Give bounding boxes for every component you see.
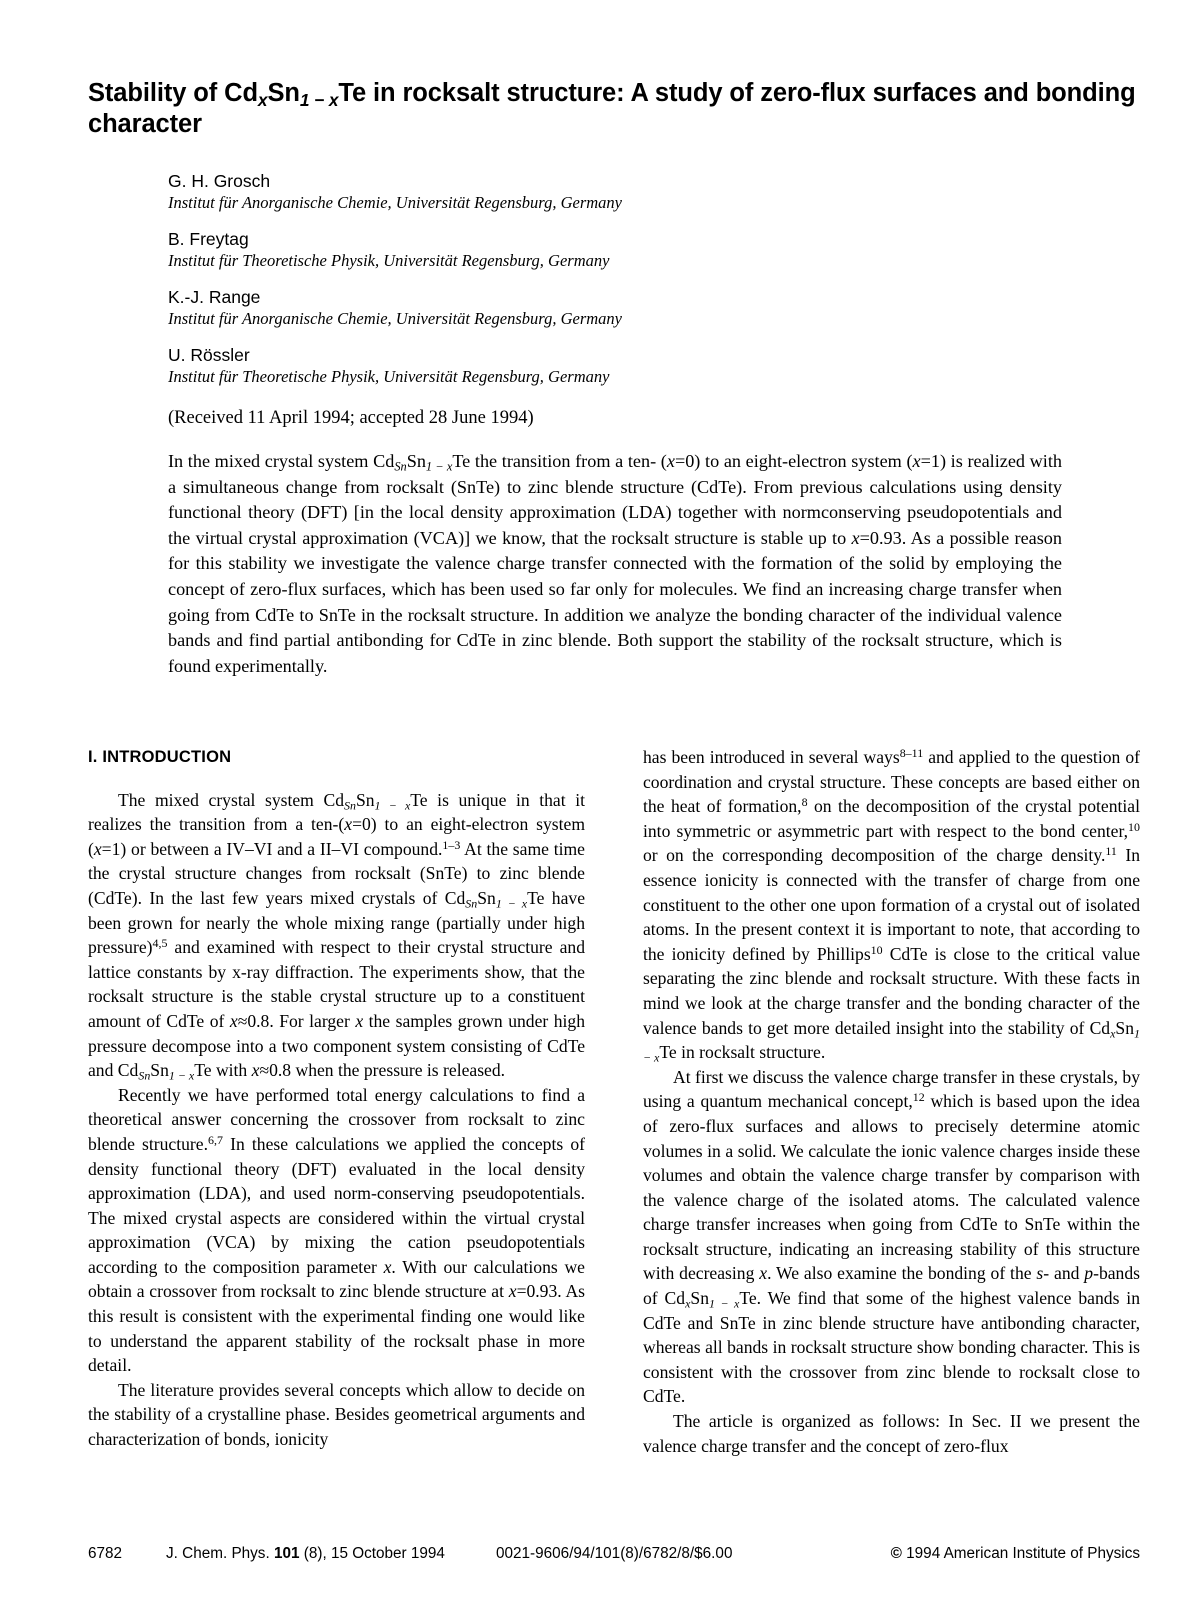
text: =0.93. As this result is consistent with the experimental finding one would like to understand the apparent stability of the rocksalt phase in more detail. [88,1281,586,1376]
footer-journal-volume: 101 [273,1545,300,1562]
var-x: x [759,1263,768,1284]
citation-ref: 4,5 [152,935,168,950]
abstract-text: Te the transition from a ten- ( [452,451,667,471]
footer-journal-citation [166,1545,496,1563]
paragraph [643,1409,1140,1458]
title-text-post: Te in rocksalt structure: A study of zero-flux surfaces [338,79,977,107]
title-text-mid: Sn [267,79,300,107]
text: Te in rocksalt structure. [659,1042,826,1063]
abstract-text: In the mixed crystal system Cd [168,451,395,471]
text: Sn [477,887,496,908]
paragraph [88,788,585,1083]
text: Te is unique in that it realizes the transition from a ten-( [88,789,585,835]
title-line-1 [88,79,977,110]
text: . We also examine the bonding of the [767,1263,1037,1284]
text: At first we discuss the valence charge transfer in these crystals, by using a quantum mechanical concept, [643,1066,1140,1112]
var-x: x [93,838,102,859]
subscript-x: Sn [344,797,356,812]
text: on the decomposition of the crystal potential into symmetric or asymmetric part with respect to the bond center, [643,796,1140,841]
page-footer [88,1545,1140,1563]
text: - and [1043,1263,1085,1284]
footer-page-number: 6782 [88,1545,123,1562]
abstract-subscript-x: Sn [394,459,407,474]
author-name: B. Freytag [168,229,249,249]
abstract-var-x: x [666,451,675,471]
footer-copyright-text: 1994 American Institute of Physics [906,1545,1140,1562]
author-list [168,170,1068,429]
text: which is based upon the idea of zero-flux surfaces and allows to precisely determine atomic volumes in a solid. We calculate the ionic valence charges inside these volumes and obtain the valence charge transfer by comparison with the valence charge of the isolated atoms. The calculated valence charge transfer increases when going from CdTe to SnTe within the rocksalt structure, indicating an increasing stability of this structure with decreasing [643,1091,1140,1284]
paragraph [88,1083,585,1378]
text: At the same time the crystal structure changes from rocksalt (SnTe) to zinc blende (CdTe). In the last few years mixed crystals of Cd [88,838,585,908]
footer-journal-issue-date: (8), 15 October 1994 [299,1545,445,1562]
subscript-x: Sn [465,896,478,911]
text: Te. We find that some of the highest valence bands in CdTe and SnTe in zinc blende structure have antibonding character, whereas all bands in rocksalt structure show bonding character. This is consistent with the crossover from zinc blende to rocksalt close to CdTe. [643,1288,1140,1407]
subscript-1mx: 1 − x [495,896,528,911]
var-x: x [344,814,353,835]
subscript-x: x [685,1296,691,1311]
var-s: s [1036,1263,1044,1284]
abstract-var-x: x [851,527,860,548]
received-date: (Received 11 April 1994; accepted 28 June 1994) [168,408,534,428]
text: The article is organized as follows: In Sec. II we present the valence charge transfer and the concept of zero-flux [643,1411,1140,1456]
author-block [168,228,1068,271]
abstract-text: =1) is realized with a simultaneous change from rocksalt (SnTe) to zinc blende structure (CdTe). From previous calculations using density functional theory (DFT) [in the local density approximation (LDA) together with normconserving pseudopotentials and the virtual crystal approximation (VCA)] we know, that the rocksalt structure is stable up to [168,451,1062,548]
abstract-subscript-1mx: 1 − x [425,459,453,474]
copyright-icon: © [890,1545,902,1562]
citation-ref: 10 [1128,819,1140,834]
text: =1) or between a IV–VI and a II–VI compound. [101,838,443,859]
citation-ref: 10 [870,942,883,957]
text: CdTe is close to the critical value separating the zinc blende and rocksalt structure. With these facts in mind we look at the charge transfer and the bonding character of the valence bands to get more detailed insight into the stability of Cd [643,943,1140,1038]
citation-ref: 1–3 [442,837,461,852]
footer-copyright [836,1545,1140,1563]
author-affiliation: Institut für Anorganische Chemie, Universität Regensburg, Germany [168,309,622,328]
paragraph [88,1378,585,1452]
title-text-pre: Stability of Cd [88,79,258,107]
var-x: x [251,1060,260,1081]
author-name: U. Rössler [168,345,250,365]
author-block [168,344,1068,387]
right-column [643,745,1140,1458]
author-affiliation: Institut für Theoretische Physik, Universität Regensburg, Germany [168,367,610,386]
footer-article-code: 0021-9606/94/101(8)/6782/8/$6.00 [496,1545,733,1562]
var-x: x [383,1256,392,1277]
citation-ref: 12 [912,1090,925,1105]
text: and examined with respect to their crystal structure and lattice constants by x-ray diffraction. The experiments show, that the rocksalt structure is the stable crystal structure up to a constituent amount of CdTe of [88,937,585,1031]
text: Te have been grown for nearly the whole mixing range (partially under high pressure) [88,887,586,958]
text: . With our calculations we obtain a crossover from rocksalt to zinc blende structure at [88,1256,585,1302]
author-block [168,286,1068,329]
text: the samples grown under high pressure decompose into a two component system consisting of CdTe and Cd [88,1010,586,1081]
subscript-1mx: 1 − x [168,1068,195,1083]
var-x: x [508,1281,517,1302]
citation-ref: 6,7 [208,1132,223,1147]
subscript-1mx: 1 − x [374,797,411,812]
abstract [168,449,1062,679]
var-x: x [229,1010,238,1031]
text: Sn [150,1060,169,1081]
body-columns [88,745,1140,1458]
text: -bands of Cd [643,1263,1140,1309]
author-name: K.-J. Range [168,287,261,307]
text: The literature provides several concepts which allow to decide on the stability of a crystalline phase. Besides geometrical arguments and characterization of bonds, ionicity [88,1379,585,1450]
text: and applied to the question of coordination and crystal structure. These concepts are based either on the heat of formation, [643,747,1140,817]
abstract-var-x: x [912,451,921,471]
citation-ref: 11 [1105,844,1117,859]
subscript-x: Sn [138,1068,151,1083]
text: has been introduced in several ways [643,747,900,767]
paragraph [643,1065,1140,1409]
text: =0) to an eight-electron system ( [88,814,586,859]
abstract-text: Sn [406,451,426,471]
paragraph-continued [643,745,1140,1065]
text: In essence ionicity is connected with the transfer of charge from one constituent to the other one upon formation of a crystal out of isolated atoms. In the present context it is important to note, that according to the ionicity defined by Phillips [643,845,1140,964]
abstract-text: =0.93. As a possible reason for this stability we investigate the valence charge transfer connected with the formation of the solid by employing the concept of zero-flux surfaces, which has been used so far only for molecules. We find an increasing charge transfer when going from CdTe to SnTe in the rocksalt structure. In addition we analyze the bonding character of the individual valence bands and find partial antibonding for CdTe in zinc blende. Both support the stability of the rocksalt structure, which is found experimentally. [168,527,1062,676]
page-title [88,78,1140,140]
text: In these calculations we applied the concepts of density functional theory (DFT) evaluated in the local density approximation (LDA), and used norm-conserving pseudopotentials. The mixed crystal aspects are considered within the virtual crystal approximation (VCA) by mixing the cation pseudopotentials according to the composition parameter [88,1133,585,1277]
footer-journal-name: J. Chem. Phys. [166,1545,274,1562]
abstract-text: =0) to an eight-electron system ( [674,451,913,471]
subscript-x: x [1110,1025,1116,1040]
citation-ref: 8 [801,794,808,809]
title-subscript-1mx: 1 − x [299,89,339,110]
title-subscript-x: x [257,89,268,110]
text: Sn [1115,1017,1135,1038]
author-affiliation: Institut für Theoretische Physik, Universität Regensburg, Germany [168,251,610,270]
text: Te with [194,1060,252,1081]
subscript-1mx: 1 − x [643,1025,1140,1065]
author-name: G. H. Grosch [168,171,271,191]
section-heading-introduction: I. INTRODUCTION [88,748,232,766]
author-affiliation: Institut für Anorganische Chemie, Universität Regensburg, Germany [168,193,622,212]
citation-ref: 8–11 [899,745,924,760]
text: ≈0.8 when the pressure is released. [259,1060,506,1081]
text: or on the corresponding decomposition of the charge density. [643,845,1106,866]
text: Sn [690,1288,709,1309]
var-x: x [355,1010,364,1031]
text: Recently we have performed total energy calculations to find a theoretical answer concerning the crossover from rocksalt to zinc blende structure. [88,1084,585,1154]
text: Sn [355,789,375,810]
var-p: p [1084,1263,1094,1284]
text: The mixed crystal system Cd [118,789,344,810]
left-column [88,745,585,1458]
subscript-1mx: 1 − x [709,1296,740,1311]
text: ≈0.8. For larger [237,1010,356,1031]
author-block [168,170,1068,213]
title-line-2: and bonding character [88,79,1136,138]
